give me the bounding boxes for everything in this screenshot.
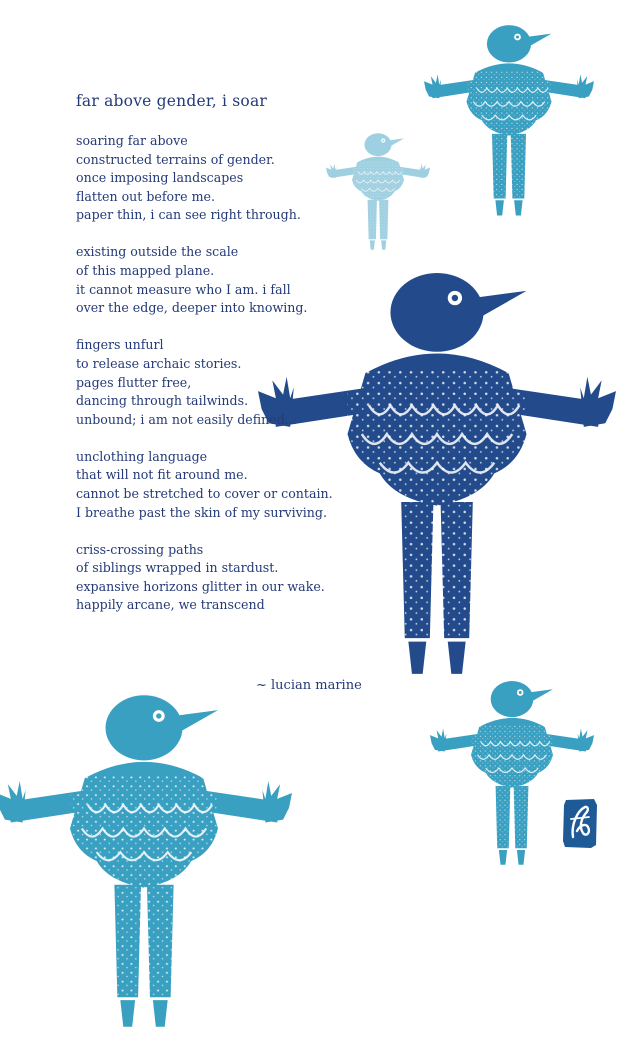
poem-line: it cannot measure who I am. i fall xyxy=(76,281,291,297)
poem-line: soaring far above xyxy=(76,133,188,148)
stanza-4 xyxy=(76,448,406,522)
poem-line: fingers unfurl xyxy=(76,337,164,353)
bird-figure-bottom-left-icon xyxy=(0,686,292,1042)
poem-title: far above gender, i soar xyxy=(76,92,268,110)
poem-line: pages flutter free, xyxy=(76,374,192,390)
poem-line: to release archaic stories. xyxy=(76,355,242,371)
poem-line: criss-crossing paths xyxy=(76,541,204,557)
poem-line: constructed terrains of gender. xyxy=(76,151,275,167)
poem xyxy=(76,92,406,634)
poem-line: over the edge, deeper into knowing. xyxy=(76,300,308,316)
poem-line: of siblings wrapped in stardust. xyxy=(76,560,279,576)
poem-line: of this mapped plane. xyxy=(76,263,215,279)
poem-line: happily arcane, we transcend xyxy=(76,597,265,613)
poem-line: once imposing landscapes xyxy=(76,170,244,186)
poem-line: existing outside the scale xyxy=(76,244,239,260)
poem-line: unclothing language xyxy=(76,448,208,464)
stanza-1 xyxy=(76,132,406,225)
author-signature: ~ lucian marine xyxy=(256,678,362,693)
poem-line: expansive horizons glitter in our wake. xyxy=(76,578,325,594)
poem-line: flatten out before me. xyxy=(76,188,215,204)
poem-line: paper thin, i can see right through. xyxy=(76,207,301,223)
stanza-5 xyxy=(76,541,406,615)
poem-line: I breathe past the skin of my surviving. xyxy=(76,504,327,520)
poem-line: dancing through tailwinds. xyxy=(76,393,249,409)
bird-figure-top-right-icon xyxy=(424,20,594,224)
stanza-2 xyxy=(76,243,406,317)
artist-monogram-stamp-icon xyxy=(561,797,599,849)
poem-line: unbound; i am not easily defined... xyxy=(76,411,297,427)
stanza-3 xyxy=(76,336,406,429)
poem-line: cannot be stretched to cover or contain. xyxy=(76,486,333,501)
poem-line: that will not fit around me. xyxy=(76,467,248,483)
